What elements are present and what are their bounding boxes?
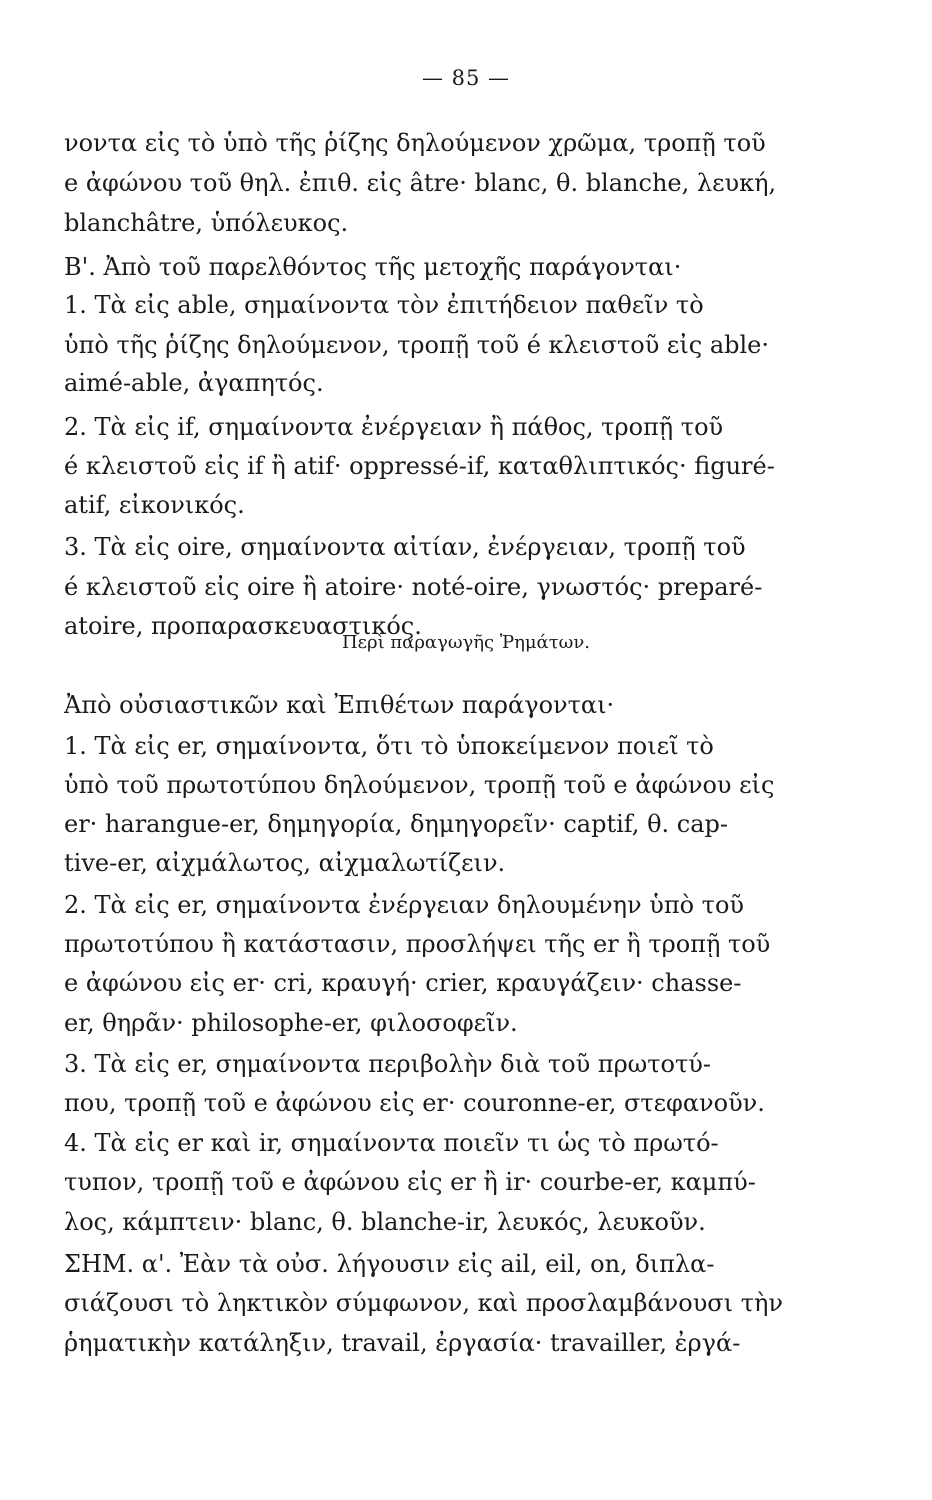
text-line: ΣΗΜ. α'. Ἐὰν τὰ οὐσ. λήγουσιν εἰς ail, eil, on, διπλα- bbox=[64, 1250, 715, 1278]
text-line: σιάζουσι τὸ ληκτικὸν σύμφωνον, καὶ προσλαμβάνουσι τὴν bbox=[64, 1289, 783, 1317]
text-line: blanchâtre, ὑπόλευκος. bbox=[64, 209, 349, 237]
section-heading: Περὶ παραγωγῆς Ῥημάτων. bbox=[341, 632, 591, 653]
text-line: 2. Τὰ εἰς er, σημαίνοντα ἐνέργειαν δηλουμένην ὑπὸ τοῦ bbox=[64, 891, 744, 919]
text-line: 2. Τὰ εἰς if, σημαίνοντα ἐνέργειαν ἢ πάθος, τροπῇ τοῦ bbox=[64, 413, 724, 441]
text-line: é κλειστοῦ εἰς oire ἢ atoire· noté-oire, γνωστός· preparé- bbox=[64, 573, 763, 601]
text-line: ῥηματικὴν κατάληξιν, travail, ἐργασία· travailler, ἐργά- bbox=[64, 1329, 741, 1357]
text-line: er· harangue-er, δημηγορία, δημηγορεῖν· captif, θ. cap- bbox=[64, 810, 728, 838]
text-line: Β'. Ἀπὸ τοῦ παρελθόντος τῆς μετοχῆς παράγονται· bbox=[64, 253, 682, 281]
text-line: ὑπὸ τῆς ῥίζης δηλούμενον, τροπῇ τοῦ é κλειστοῦ εἰς able· bbox=[64, 331, 770, 359]
text-line: Ἀπὸ οὐσιαστικῶν καὶ Ἐπιθέτων παράγονται· bbox=[64, 691, 615, 719]
text-line: atoire, προπαρασκευαστικός. bbox=[64, 612, 422, 640]
text-line: atif, εἰκονικός. bbox=[64, 491, 245, 519]
text-line: πρωτοτύπου ἢ κατάστασιν, προσλήψει τῆς er ἢ τροπῇ τοῦ bbox=[64, 930, 771, 958]
text-line: e ἀφώνου τοῦ θηλ. ἐπιθ. εἰς âtre· blanc, θ. blanche, λευκή, bbox=[64, 169, 777, 197]
text-line: é κλειστοῦ εἰς if ἢ atif· oppressé-if, καταθλιπτικός· figuré- bbox=[64, 452, 775, 480]
text-line: τυπον, τροπῇ τοῦ e ἀφώνου εἰς er ἢ ir· courbe-er, καμπύ- bbox=[64, 1168, 756, 1196]
text-line: 3. Τὰ εἰς oire, σημαίνοντα αἰτίαν, ἐνέργειαν, τροπῇ τοῦ bbox=[64, 533, 746, 561]
text-line: 4. Τὰ εἰς er καὶ ir, σημαίνοντα ποιεῖν τι ὡς τὸ πρωτό- bbox=[64, 1129, 719, 1157]
text-line: aimé-able, ἀγαπητός. bbox=[64, 369, 324, 397]
text-line: που, τροπῇ τοῦ e ἀφώνου εἰς er· couronne-er, στεφανοῦν. bbox=[64, 1089, 765, 1117]
page-number: — 85 — bbox=[421, 66, 511, 90]
text-line: ὑπὸ τοῦ πρωτοτύπου δηλούμενον, τροπῇ τοῦ e ἀφώνου εἰς bbox=[64, 771, 775, 799]
text-line: 1. Τὰ εἰς able, σημαίνοντα τὸν ἐπιτήδειον παθεῖν τὸ bbox=[64, 291, 704, 319]
text-line: er, θηρᾶν· philosophe-er, φιλοσοφεῖν. bbox=[64, 1009, 518, 1037]
text-line: νοντα εἰς τὸ ὑπὸ τῆς ῥίζης δηλούμενον χρῶμα, τροπῇ τοῦ bbox=[64, 129, 766, 157]
text-line: 1. Τὰ εἰς er, σημαίνοντα, ὅτι τὸ ὑποκείμενον ποιεῖ τὸ bbox=[64, 732, 714, 760]
text-line: λος, κάμπτειν· blanc, θ. blanche-ir, λευκός, λευκοῦν. bbox=[64, 1208, 706, 1236]
text-line: tive-er, αἰχμάλωτος, αἰχμαλωτίζειν. bbox=[64, 849, 506, 877]
text-line: e ἀφώνου εἰς er· cri, κραυγή· crier, κραυγάζειν· chasse- bbox=[64, 969, 742, 997]
text-line: 3. Τὰ εἰς er, σημαίνοντα περιβολὴν διὰ τοῦ πρωτοτύ- bbox=[64, 1050, 711, 1078]
